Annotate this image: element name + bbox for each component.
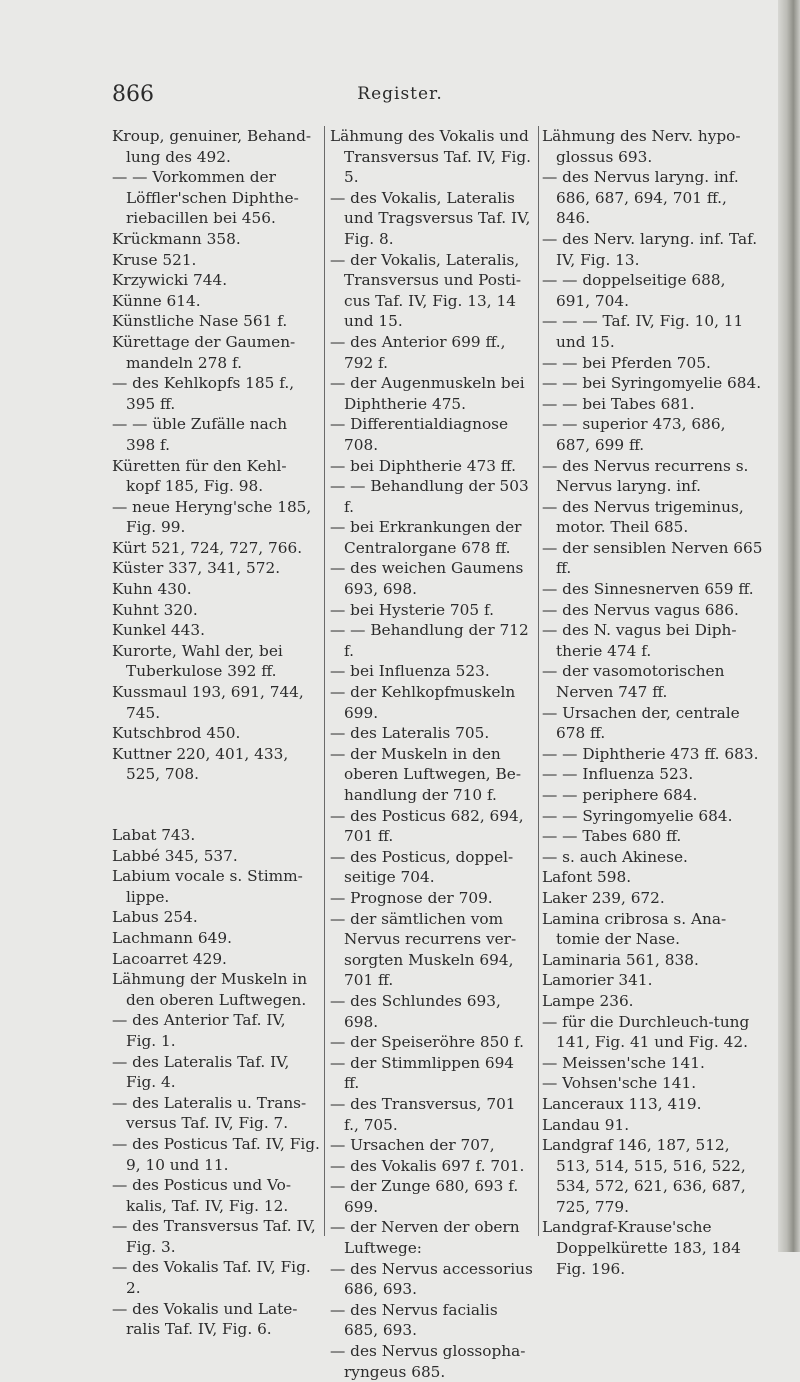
index-entry: — des Nervus vagus 686. xyxy=(542,600,739,619)
index-entry: Labat 743. xyxy=(112,826,196,844)
index-entry: Künne 614. xyxy=(112,291,201,310)
running-head: Register. xyxy=(357,84,443,104)
index-entry: Lafont 598. xyxy=(542,868,632,887)
index-entry: — — bei Pferden 705. xyxy=(542,353,711,372)
index-entry: Lähmung der Muskeln in den oberen Luftwegen. xyxy=(112,970,308,1009)
index-entry: Kurorte, Wahl der, bei Tuberkulose 392 ff. xyxy=(112,641,283,681)
index-entry: — des Lateralis u. Trans-versus Taf. IV, Fig. 7. xyxy=(112,1093,307,1133)
index-entry: Kuhn 430. xyxy=(112,580,192,599)
index-entry: — der Speiseröhre 850 f. xyxy=(330,1033,524,1052)
index-entry: — des N. vagus bei Diph-therie 474 f. xyxy=(542,621,737,660)
index-entry: — s. auch Akinese. xyxy=(542,847,688,866)
index-entry: — des Vokalis 697 f. 701. xyxy=(330,1156,525,1175)
index-entry: — Ursachen der, centrale 678 ff. xyxy=(542,703,740,743)
index-entry: — der Zunge 680, 693 f. 699. xyxy=(330,1177,519,1216)
index-entry: Kroup, genuiner, Behand-lung des 492. xyxy=(112,127,312,166)
index-entry: — — bei Tabes 681. xyxy=(542,394,695,413)
index-entry: — des Anterior Taf. IV, Fig. 1. xyxy=(112,1011,286,1050)
index-entry: Labium vocale s. Stimm-lippe. xyxy=(112,867,303,906)
index-entry: Lanceraux 113, 419. xyxy=(542,1094,702,1113)
index-entry: — — Vorkommen der Löffler'schen Diphthe-riebacillen bei 456. xyxy=(112,168,299,228)
index-entry: Labus 254. xyxy=(112,908,198,927)
index-entry: — des Kehlkopfs 185 f., 395 ff. xyxy=(112,374,295,413)
index-entry: — der Vokalis, Lateralis, Transversus und Posti-cus Taf. IV, Fig. 13, 14 und 15. xyxy=(330,250,522,331)
index-entry: — des Vokalis und Late-ralis Taf. IV, Fig. 6. xyxy=(112,1299,298,1339)
index-entry: — — Tabes 680 ff. xyxy=(542,827,682,846)
page-number: 866 xyxy=(112,82,154,107)
index-entry: — des Transversus, 701 f., 705. xyxy=(330,1094,516,1134)
index-column-3 xyxy=(542,126,764,1279)
index-entry: Lachmann 649. xyxy=(112,928,232,947)
index-column-2 xyxy=(330,126,534,1382)
index-entry: — Prognose der 709. xyxy=(330,888,493,907)
index-entry: Künstliche Nase 561 f. xyxy=(112,312,288,331)
index-entry: Lamina cribrosa s. Ana-tomie der Nase. xyxy=(542,909,727,949)
index-entry: Lähmung des Vokalis und Transversus Taf. IV, Fig. 5. xyxy=(330,127,532,187)
index-entry: — Differentialdiagnose 708. xyxy=(330,415,509,454)
index-entry: — der Kehlkopfmuskeln 699. xyxy=(330,683,516,722)
index-entry: — — periphere 684. xyxy=(542,786,698,804)
index-entry: — des Schlundes 693, 698. xyxy=(330,991,501,1031)
index-entry: — — bei Syringomyelie 684. xyxy=(542,374,762,393)
index-entry: Laker 239, 672. xyxy=(542,888,665,907)
index-entry: Küster 337, 341, 572. xyxy=(112,559,281,578)
index-entry: — des Posticus Taf. IV, Fig. 9, 10 und 11. xyxy=(112,1134,320,1174)
index-entry: — des Vokalis, Lateralis und Tragsversus Taf. IV, Fig. 8. xyxy=(330,188,531,248)
index-entry: Kussmaul 193, 691, 744, 745. xyxy=(112,683,304,722)
index-entry: — der vasomotorischen Nerven 747 ff. xyxy=(542,662,725,702)
index-entry: — des weichen Gaumens 693, 698. xyxy=(330,559,524,599)
index-entry: — des Vokalis Taf. IV, Fig. 2. xyxy=(112,1258,311,1298)
index-entry: Küretten für den Kehl-kopf 185, Fig. 98. xyxy=(112,456,287,496)
index-entry: — des Nervus facialis 685, 693. xyxy=(330,1300,498,1340)
index-entry: — Vohsen'sche 141. xyxy=(542,1074,697,1093)
index-entry: — bei Erkrankungen der Centralorgane 678 ff. xyxy=(330,518,522,557)
index-entry: Krückmann 358. xyxy=(112,229,241,248)
column-rule xyxy=(538,126,539,1236)
column-rule xyxy=(324,126,325,1236)
index-entry: Laminaria 561, 838. xyxy=(542,950,699,969)
index-entry: Kürt 521, 724, 727, 766. xyxy=(112,538,303,557)
index-entry: — des Lateralis Taf. IV, Fig. 4. xyxy=(112,1052,290,1092)
index-entry: Kruse 521. xyxy=(112,250,197,269)
index-entry: — bei Hysterie 705 f. xyxy=(330,600,494,619)
index-entry: Lacoarret 429. xyxy=(112,949,227,968)
index-entry: — des Transversus Taf. IV, Fig. 3. xyxy=(112,1217,316,1256)
index-entry: Lähmung des Nerv. hypo-glossus 693. xyxy=(542,127,741,166)
page-header xyxy=(0,82,780,112)
index-columns xyxy=(112,126,772,1381)
index-entry: Kutschbrod 450. xyxy=(112,724,241,743)
index-entry: Kunkel 443. xyxy=(112,621,205,640)
index-entry: Lamorier 341. xyxy=(542,971,653,990)
index-entry: — des Posticus, doppel-seitige 704. xyxy=(330,847,514,887)
index-entry: — des Nervus trigeminus, motor. Theil 685. xyxy=(542,497,744,537)
index-entry: — neue Heryng'sche 185, Fig. 99. xyxy=(112,497,312,537)
index-entry: — der Stimmlippen 694 ff. xyxy=(330,1053,515,1093)
index-entry: — — Influenza 523. xyxy=(542,765,694,784)
index-entry: — des Nervus recurrens s. Nervus laryng. inf. xyxy=(542,456,749,496)
page-edge-shadow xyxy=(778,0,800,1252)
index-entry: — — Syringomyelie 684. xyxy=(542,806,733,825)
index-entry: — des Nervus accessorius 686, 693. xyxy=(330,1259,533,1299)
index-entry: — — doppelseitige 688, 691, 704. xyxy=(542,271,726,310)
index-entry: — bei Influenza 523. xyxy=(330,662,490,681)
index-entry: — des Posticus und Vo-kalis, Taf. IV, Fig. 12. xyxy=(112,1176,291,1215)
index-entry: — Ursachen der 707, xyxy=(330,1136,495,1155)
index-entry: — der sämtlichen vom Nervus recurrens ver-sorgten Muskeln 694, 701 ff. xyxy=(330,909,517,990)
index-entry: Labbé 345, 537. xyxy=(112,846,238,865)
index-column-1 xyxy=(112,126,320,1340)
index-entry: Kuhnt 320. xyxy=(112,600,198,619)
index-entry: Landgraf 146, 187, 512, 513, 514, 515, 516, 522, 534, 572, 621, 636, 687, 725, 779. xyxy=(542,1136,746,1216)
index-entry: — des Nerv. laryng. inf. Taf. IV, Fig. 13. xyxy=(542,229,758,269)
index-entry: — — Diphtherie 473 ff. 683. xyxy=(542,744,759,763)
index-entry: Lampe 236. xyxy=(542,991,634,1010)
index-entry: — des Nervus laryng. inf. 686, 687, 694, 701 ff., 846. xyxy=(542,168,739,228)
index-entry: Kürettage der Gaumen-mandeln 278 f. xyxy=(112,332,296,372)
index-entry: — — Behandlung der 503 f. xyxy=(330,477,529,516)
index-entry: — des Posticus 682, 694, 701 ff. xyxy=(330,806,524,846)
index-entry: — für die Durchleuch-tung 141, Fig. 41 und Fig. 42. xyxy=(542,1012,750,1052)
index-entry: — bei Diphtherie 473 ff. xyxy=(330,456,516,475)
index-entry: Landgraf-Krause'sche Doppelkürette 183, 184 Fig. 196. xyxy=(542,1218,741,1278)
index-entry: — der Nerven der obern Luftwege: xyxy=(330,1218,520,1258)
index-entry: — — Behandlung der 712 f. xyxy=(330,621,529,660)
index-entry: — — üble Zufälle nach 398 f. xyxy=(112,415,288,454)
letter-gap xyxy=(112,785,320,825)
index-entry: — des Nervus glossopha-ryngeus 685. xyxy=(330,1342,526,1381)
index-entry: — der Augenmuskeln bei Diphtherie 475. xyxy=(330,374,525,413)
index-entry: Landau 91. xyxy=(542,1115,630,1134)
index-entry: — Meissen'sche 141. xyxy=(542,1053,705,1072)
index-entry: — — — Taf. IV, Fig. 10, 11 und 15. xyxy=(542,312,744,351)
index-entry: — der Muskeln in den oberen Luftwegen, Be-handlung der 710 f. xyxy=(330,744,521,804)
index-entry: Krzywicki 744. xyxy=(112,271,228,290)
index-entry: — — superior 473, 686, 687, 699 ff. xyxy=(542,415,726,454)
index-entry: Kuttner 220, 401, 433, 525, 708. xyxy=(112,744,289,784)
index-entry: — des Anterior 699 ff., 792 f. xyxy=(330,332,506,372)
index-entry: — des Lateralis 705. xyxy=(330,724,490,743)
index-entry: — der sensiblen Nerven 665 ff. xyxy=(542,538,763,578)
index-entry: — des Sinnesnerven 659 ff. xyxy=(542,580,754,599)
